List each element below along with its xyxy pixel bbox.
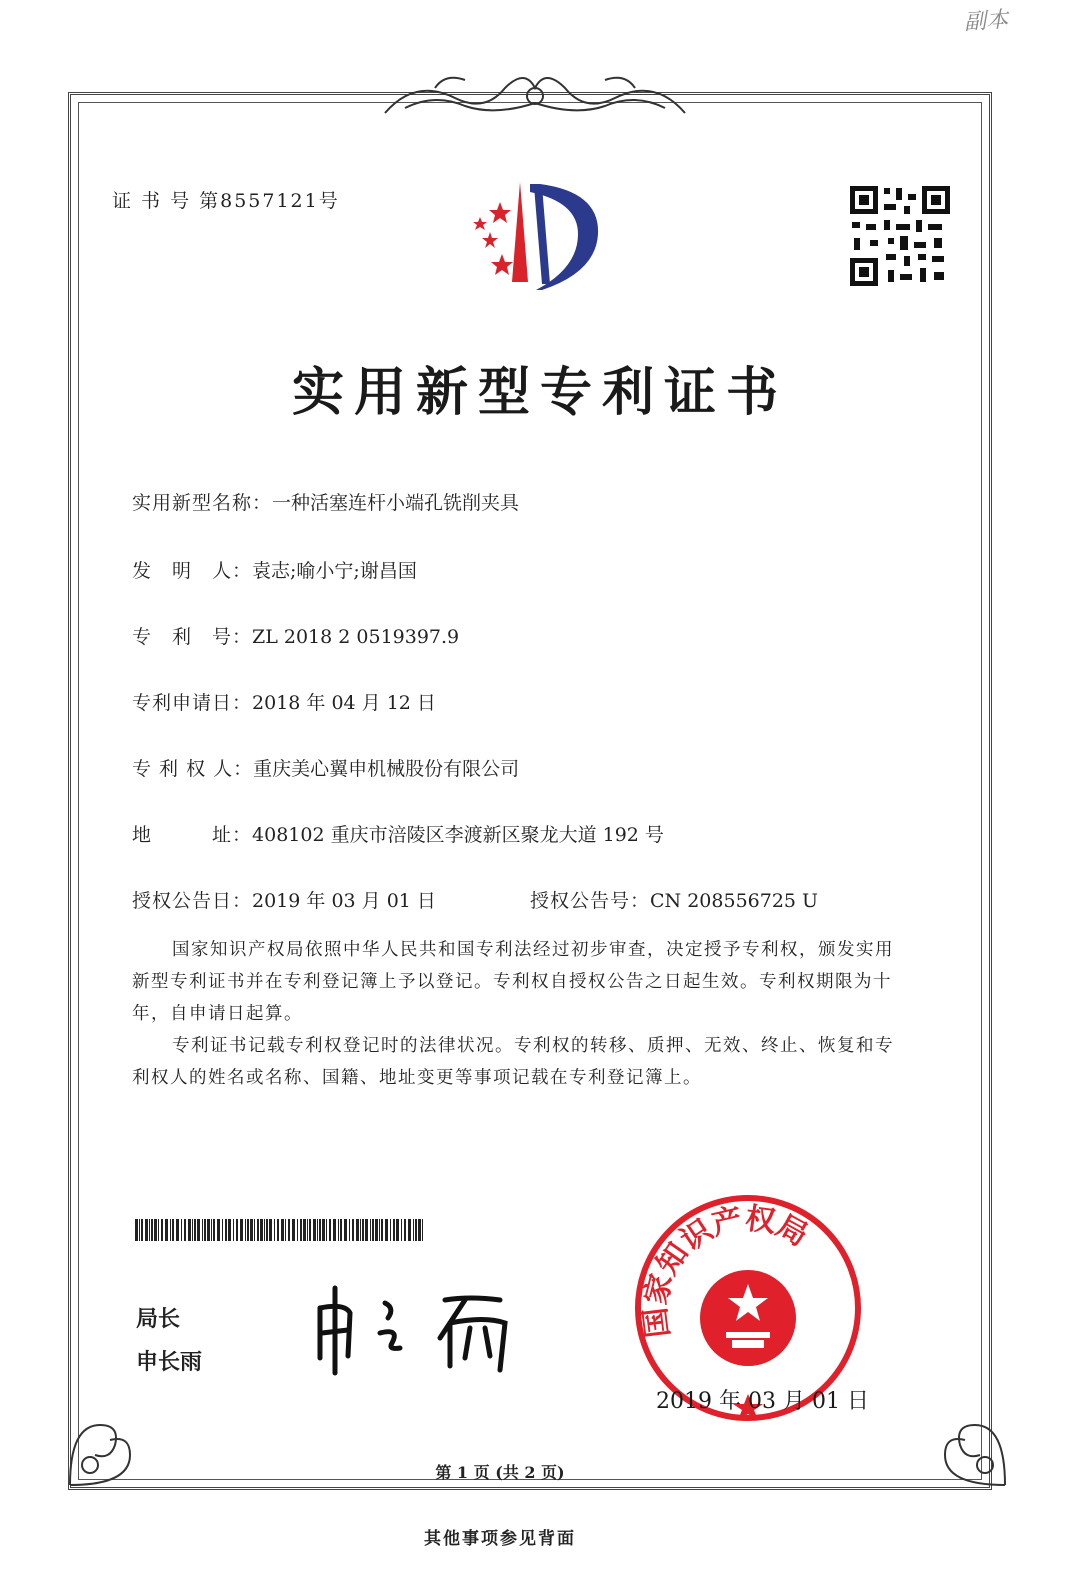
barcode-bar [309,1219,311,1241]
barcode-bar [415,1219,417,1241]
barcode-bar [197,1219,200,1241]
barcode-bar [393,1219,395,1241]
barcode-bar [149,1219,150,1241]
barcode-bar [161,1219,163,1241]
barcode-bar [139,1219,140,1241]
barcode-bar [247,1219,249,1241]
barcode-bar [151,1219,153,1241]
barcode-bar [188,1219,191,1241]
barcode-bar [333,1219,336,1241]
field-label: 授权公告日： [132,890,253,912]
barcode-bar [228,1219,231,1241]
certificate-number: 证 书 号 第8557121号 [112,190,340,212]
barcode-bar [381,1219,383,1241]
field-application-date [132,688,436,715]
field-value: ZL 2018 2 0519397.9 [252,626,460,648]
field-value: 408102 重庆市涪陵区李渡新区聚龙大道 192 号 [252,824,664,846]
barcode-bar [422,1219,423,1241]
barcode-bar [307,1219,308,1241]
barcode-bar [303,1219,306,1241]
barcode-bar [375,1219,378,1241]
field-label: 授权公告号： [530,890,651,912]
barcode-bar [202,1219,203,1241]
barcode-bar [176,1219,179,1241]
statement-line: 新型专利证书并在专利登记簿上予以登记。专利权自授权公告之日起生效。专利权期限为十 [132,972,892,992]
barcode-bar [349,1219,350,1241]
barcode-bar [390,1219,391,1241]
barcode-bar [401,1219,402,1241]
barcode-bar [413,1219,414,1241]
barcode-bar [274,1219,275,1241]
barcode-bar [322,1219,325,1241]
statement-line: 国家知识产权局依照中华人民共和国专利法经过初步审查，决定授予专利权，颁发实用 [172,940,894,960]
qr-code-icon [848,184,952,288]
statement-line: 年，自申请日起算。 [132,1004,303,1024]
field-value: 2019 年 03 月 01 日 [252,890,436,912]
barcode-bar [204,1219,206,1241]
barcode-bar [250,1219,253,1241]
director-name: 申长雨 [136,1350,203,1375]
top-ornament-icon [375,58,695,128]
barcode-bar [319,1219,321,1241]
barcode-bar [158,1219,159,1241]
barcode-bar [356,1219,359,1241]
field-value: 袁志;喻小宁;谢昌国 [252,560,417,582]
statement-line: 利权人的姓名或名称、国籍、地址变更等事项记载在专利登记簿上。 [132,1068,702,1088]
barcode-bar [266,1219,268,1241]
barcode-bar [313,1219,316,1241]
barcode-bar [360,1219,361,1241]
seal-text: 国家知识产权局 [637,1201,814,1340]
barcode-bar [264,1219,265,1241]
barcode-bar [372,1219,374,1241]
field-value: CN 208556725 U [650,890,819,912]
barcode-bar [362,1219,364,1241]
statement-line: 专利证书记载专利权登记时的法律状况。专利权的转移、质押、无效、终止、恢复和专 [172,1036,894,1056]
barcode-bar [245,1219,246,1241]
barcode-bar [344,1219,347,1241]
field-label: 专 利 权 人： [132,758,254,780]
barcode-bar [297,1219,298,1241]
barcode-bar [285,1219,286,1241]
barcode-bar [338,1219,339,1241]
barcode-bar [317,1219,318,1241]
barcode-bar [269,1219,272,1241]
barcode-bar [408,1219,411,1241]
barcode-bar [326,1219,327,1241]
barcode-bar [418,1219,421,1241]
barcode-bar [154,1219,157,1241]
field-value: 重庆美心翼申机械股份有限公司 [253,758,520,780]
barcode-bar [192,1219,193,1241]
barcode-bar [181,1219,182,1241]
barcode-bar [340,1219,342,1241]
certificate-title: 实用新型专利证书 [291,362,788,423]
barcode-bar [211,1219,212,1241]
barcode-bar [260,1219,263,1241]
barcode-bar [288,1219,290,1241]
field-utility-model-name [132,488,519,515]
page-indicator: 第 1 页 (共 2 页) [435,1463,565,1482]
barcode-bar [379,1219,380,1241]
barcode-bar [277,1219,279,1241]
barcode-bar [257,1219,259,1241]
barcode-bar [240,1219,243,1241]
field-label: 专 利 号： [132,626,253,648]
barcode-bar [365,1219,368,1241]
barcode-bar [352,1219,354,1241]
field-label: 地 址： [132,824,253,846]
barcode-bar [213,1219,215,1241]
field-label: 发 明 人： [132,560,253,582]
field-address [132,820,664,847]
patent-office-logo-icon [450,172,620,302]
handwritten-note: 副本 [963,7,1009,36]
barcode-bar [370,1219,371,1241]
barcode-bar [254,1219,255,1241]
barcode-bar [172,1219,174,1241]
field-patent-number [132,622,459,649]
barcode-bar [236,1219,238,1241]
barcode-bar [225,1219,227,1241]
seal-date: 2019 年 03 月 01 日 [656,1389,869,1414]
barcode-bar [281,1219,284,1241]
field-value: 2018 年 04 月 12 日 [252,692,436,714]
field-value: 一种活塞连杆小端孔铣削夹具 [272,492,520,514]
barcode-bar [329,1219,331,1241]
barcode-bar [194,1219,196,1241]
barcode-bar [135,1219,138,1241]
barcode-bar [165,1219,168,1241]
field-grant-number [530,886,818,913]
barcode-bar [145,1219,148,1241]
barcode-bar [217,1219,220,1241]
barcode-bar [207,1219,210,1241]
barcode-bar [170,1219,171,1241]
barcode-bar [222,1219,223,1241]
field-label: 实用新型名称： [132,492,273,514]
director-signature-icon [300,1278,540,1378]
field-grant-date [132,886,436,913]
barcode-bar [233,1219,234,1241]
barcode-bar [292,1219,295,1241]
director-title: 局长 [136,1307,181,1332]
field-label: 专利申请日： [132,692,253,714]
barcode-icon [135,1219,425,1241]
back-page-note: 其他事项参见背面 [424,1529,576,1549]
barcode-bar [300,1219,302,1241]
field-patent-holder [132,754,519,781]
field-inventor [132,556,417,583]
barcode-bar [385,1219,388,1241]
barcode-bar [141,1219,143,1241]
certificate-statement [132,934,932,1094]
barcode-bar [404,1219,406,1241]
barcode-bar [396,1219,399,1241]
barcode-bar [184,1219,186,1241]
